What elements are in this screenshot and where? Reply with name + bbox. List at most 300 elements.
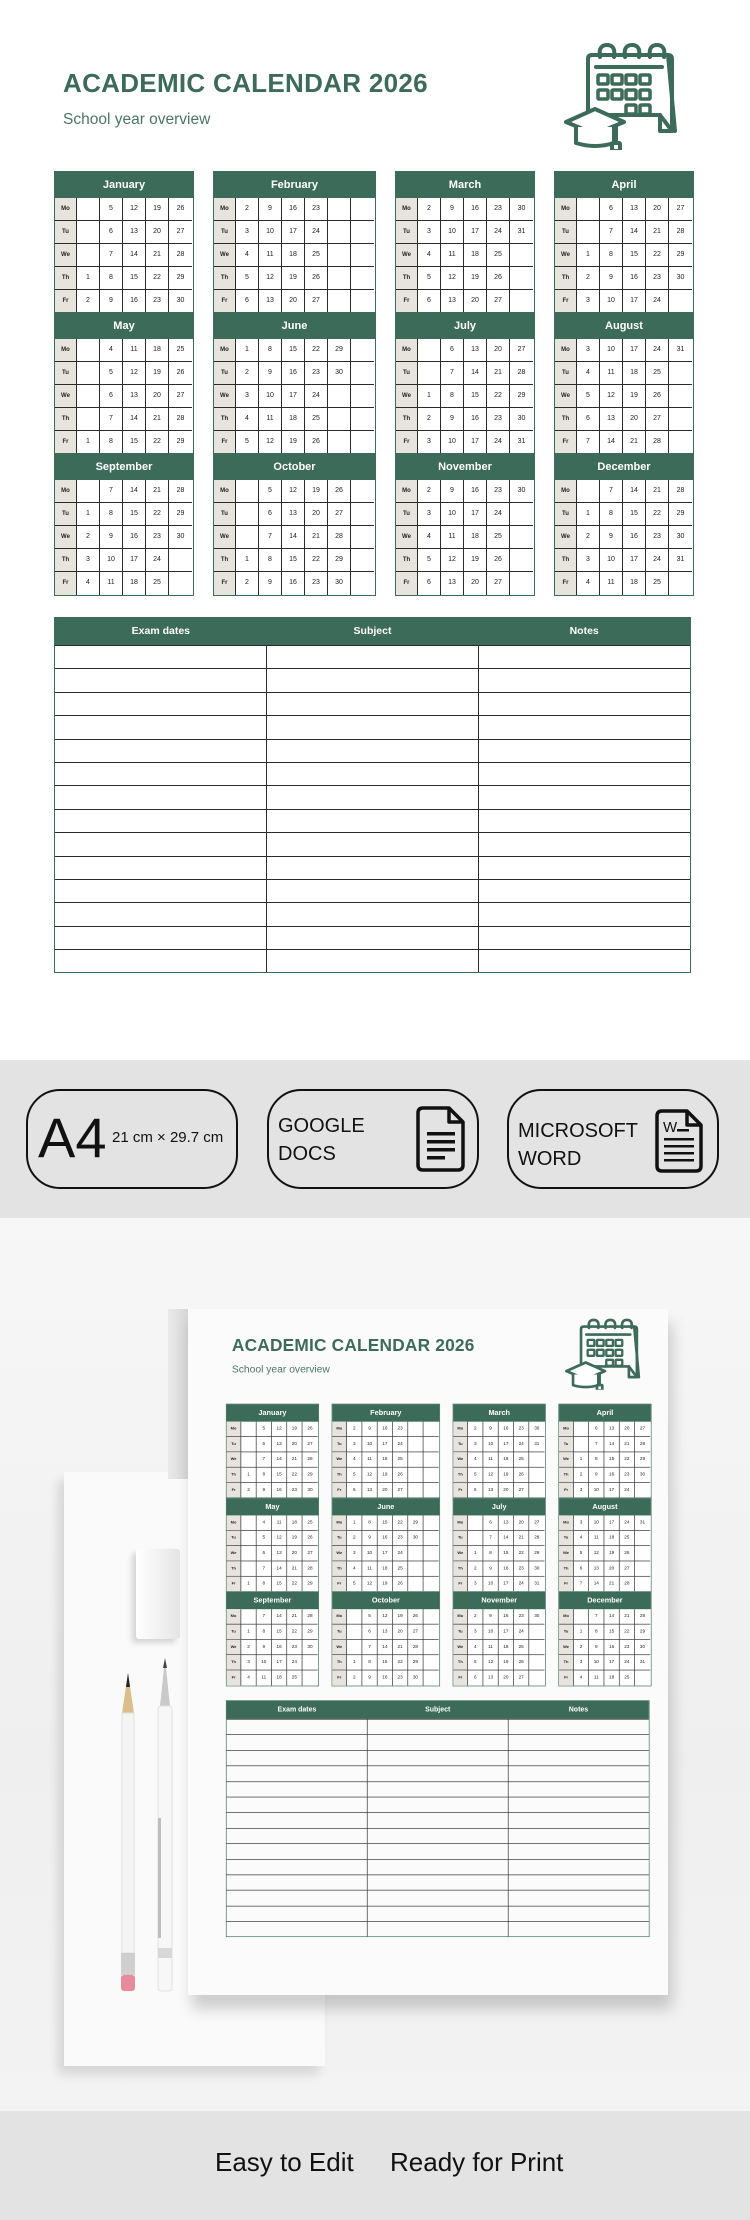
day-cell[interactable]: 23 xyxy=(393,1670,408,1685)
day-cell[interactable]: 13 xyxy=(623,198,646,221)
day-cell[interactable]: 3 xyxy=(468,1624,483,1639)
day-cell[interactable]: 7 xyxy=(100,244,123,267)
day-cell[interactable]: 23 xyxy=(514,1422,529,1437)
day-cell[interactable] xyxy=(328,431,351,454)
day-cell[interactable] xyxy=(669,290,692,313)
day-cell[interactable]: 24 xyxy=(646,549,669,572)
day-cell[interactable]: 28 xyxy=(169,480,192,503)
exam-date-cell[interactable] xyxy=(55,645,267,668)
day-cell[interactable]: 26 xyxy=(328,480,351,503)
day-cell[interactable]: 27 xyxy=(302,1546,317,1561)
day-cell[interactable]: 5 xyxy=(574,1546,589,1561)
day-cell[interactable]: 16 xyxy=(123,526,146,549)
day-cell[interactable]: 29 xyxy=(328,339,351,362)
day-cell[interactable]: 11 xyxy=(600,362,623,385)
day-cell[interactable]: 12 xyxy=(589,1546,604,1561)
day-cell[interactable]: 18 xyxy=(282,408,305,431)
day-cell[interactable]: 23 xyxy=(146,526,169,549)
day-cell[interactable]: 6 xyxy=(259,503,282,526)
day-cell[interactable]: 20 xyxy=(464,572,487,595)
day-cell[interactable]: 20 xyxy=(499,1483,514,1498)
day-cell[interactable]: 23 xyxy=(487,198,510,221)
day-cell[interactable]: 27 xyxy=(328,503,351,526)
day-cell[interactable]: 16 xyxy=(499,1422,514,1437)
exam-date-cell[interactable] xyxy=(227,1750,368,1766)
day-cell[interactable] xyxy=(351,339,374,362)
day-cell[interactable] xyxy=(408,1561,423,1576)
day-cell[interactable]: 30 xyxy=(529,1561,544,1576)
day-cell[interactable] xyxy=(328,290,351,313)
day-cell[interactable]: 3 xyxy=(577,290,600,313)
day-cell[interactable]: 18 xyxy=(604,1531,619,1546)
day-cell[interactable]: 27 xyxy=(408,1624,423,1639)
day-cell[interactable]: 3 xyxy=(236,221,259,244)
day-cell[interactable]: 21 xyxy=(620,1437,635,1452)
day-cell[interactable]: 19 xyxy=(393,1609,408,1624)
day-cell[interactable]: 1 xyxy=(241,1577,256,1592)
day-cell[interactable]: 7 xyxy=(441,362,464,385)
subject-cell[interactable] xyxy=(267,856,479,879)
subject-cell[interactable] xyxy=(267,902,479,925)
day-cell[interactable]: 11 xyxy=(362,1561,377,1576)
day-cell[interactable]: 18 xyxy=(604,1670,619,1685)
day-cell[interactable] xyxy=(351,503,374,526)
day-cell[interactable]: 24 xyxy=(487,221,510,244)
day-cell[interactable]: 6 xyxy=(577,408,600,431)
day-cell[interactable] xyxy=(510,549,533,572)
day-cell[interactable]: 7 xyxy=(257,1561,272,1576)
subject-cell[interactable] xyxy=(267,692,479,715)
day-cell[interactable]: 23 xyxy=(514,1609,529,1624)
day-cell[interactable]: 28 xyxy=(669,480,692,503)
day-cell[interactable]: 17 xyxy=(604,1655,619,1670)
day-cell[interactable]: 7 xyxy=(589,1609,604,1624)
day-cell[interactable]: 8 xyxy=(483,1546,498,1561)
day-cell[interactable]: 20 xyxy=(499,1670,514,1685)
day-cell[interactable] xyxy=(418,339,441,362)
day-cell[interactable]: 12 xyxy=(123,198,146,221)
notes-cell[interactable] xyxy=(479,692,690,715)
day-cell[interactable]: 9 xyxy=(100,290,123,313)
day-cell[interactable]: 28 xyxy=(529,1531,544,1546)
day-cell[interactable]: 28 xyxy=(328,526,351,549)
exam-date-cell[interactable] xyxy=(55,949,267,972)
day-cell[interactable] xyxy=(423,1422,438,1437)
day-cell[interactable]: 28 xyxy=(408,1640,423,1655)
day-cell[interactable]: 25 xyxy=(393,1561,408,1576)
day-cell[interactable]: 4 xyxy=(257,1515,272,1530)
day-cell[interactable]: 4 xyxy=(577,572,600,595)
day-cell[interactable]: 3 xyxy=(468,1437,483,1452)
day-cell[interactable]: 6 xyxy=(100,385,123,408)
day-cell[interactable]: 21 xyxy=(604,1577,619,1592)
day-cell[interactable] xyxy=(423,1515,438,1530)
day-cell[interactable]: 16 xyxy=(272,1640,287,1655)
day-cell[interactable]: 29 xyxy=(328,549,351,572)
day-cell[interactable]: 29 xyxy=(510,385,533,408)
day-cell[interactable] xyxy=(347,1624,362,1639)
day-cell[interactable] xyxy=(408,1468,423,1483)
day-cell[interactable]: 6 xyxy=(418,290,441,313)
notes-cell[interactable] xyxy=(479,762,690,785)
day-cell[interactable]: 2 xyxy=(241,1640,256,1655)
exam-date-cell[interactable] xyxy=(227,1859,368,1875)
day-cell[interactable]: 7 xyxy=(100,408,123,431)
day-cell[interactable]: 16 xyxy=(282,198,305,221)
day-cell[interactable]: 3 xyxy=(468,1577,483,1592)
day-cell[interactable]: 23 xyxy=(620,1640,635,1655)
day-cell[interactable]: 24 xyxy=(646,290,669,313)
subject-cell[interactable] xyxy=(267,739,479,762)
day-cell[interactable]: 14 xyxy=(123,480,146,503)
day-cell[interactable]: 27 xyxy=(514,1483,529,1498)
day-cell[interactable]: 24 xyxy=(146,549,169,572)
day-cell[interactable]: 21 xyxy=(623,431,646,454)
day-cell[interactable]: 12 xyxy=(362,1468,377,1483)
exam-date-cell[interactable] xyxy=(55,902,267,925)
day-cell[interactable]: 1 xyxy=(468,1546,483,1561)
day-cell[interactable]: 22 xyxy=(287,1624,302,1639)
day-cell[interactable]: 4 xyxy=(236,244,259,267)
day-cell[interactable] xyxy=(351,572,374,595)
exam-date-cell[interactable] xyxy=(227,1797,368,1813)
day-cell[interactable]: 20 xyxy=(305,503,328,526)
notes-cell[interactable] xyxy=(479,739,690,762)
day-cell[interactable]: 27 xyxy=(302,1437,317,1452)
day-cell[interactable]: 30 xyxy=(635,1468,650,1483)
day-cell[interactable]: 2 xyxy=(574,1468,589,1483)
day-cell[interactable]: 20 xyxy=(282,290,305,313)
day-cell[interactable] xyxy=(408,1546,423,1561)
day-cell[interactable] xyxy=(408,1422,423,1437)
day-cell[interactable]: 26 xyxy=(169,362,192,385)
day-cell[interactable]: 16 xyxy=(282,572,305,595)
day-cell[interactable]: 19 xyxy=(464,549,487,572)
notes-cell[interactable] xyxy=(479,715,690,738)
day-cell[interactable] xyxy=(77,198,100,221)
exam-date-cell[interactable] xyxy=(227,1812,368,1828)
day-cell[interactable]: 6 xyxy=(600,198,623,221)
day-cell[interactable] xyxy=(351,290,374,313)
day-cell[interactable] xyxy=(635,1483,650,1498)
day-cell[interactable]: 3 xyxy=(347,1437,362,1452)
exam-date-cell[interactable] xyxy=(55,785,267,808)
day-cell[interactable]: 8 xyxy=(362,1655,377,1670)
day-cell[interactable] xyxy=(529,1483,544,1498)
day-cell[interactable]: 30 xyxy=(408,1670,423,1685)
day-cell[interactable]: 29 xyxy=(176,438,185,445)
day-cell[interactable] xyxy=(77,385,100,408)
day-cell[interactable]: 17 xyxy=(464,503,487,526)
day-cell[interactable] xyxy=(529,1624,544,1639)
day-cell[interactable]: 20 xyxy=(287,1437,302,1452)
day-cell[interactable] xyxy=(241,1531,256,1546)
exam-date-cell[interactable] xyxy=(55,832,267,855)
day-cell[interactable]: 12 xyxy=(123,362,146,385)
notes-cell[interactable] xyxy=(509,1719,649,1735)
day-cell[interactable]: 18 xyxy=(146,339,169,362)
day-cell[interactable]: 5 xyxy=(259,480,282,503)
day-cell[interactable]: 27 xyxy=(669,198,692,221)
day-cell[interactable]: 20 xyxy=(378,1483,393,1498)
day-cell[interactable] xyxy=(241,1422,256,1437)
day-cell[interactable]: 9 xyxy=(259,198,282,221)
day-cell[interactable]: 9 xyxy=(441,480,464,503)
day-cell[interactable]: 4 xyxy=(418,244,441,267)
day-cell[interactable]: 11 xyxy=(600,572,623,595)
day-cell[interactable]: 18 xyxy=(378,1561,393,1576)
day-cell[interactable]: 5 xyxy=(100,362,123,385)
day-cell[interactable]: 2 xyxy=(347,1670,362,1685)
day-cell[interactable]: 26 xyxy=(305,431,328,454)
subject-cell[interactable] xyxy=(267,762,479,785)
day-cell[interactable]: 13 xyxy=(464,339,487,362)
day-cell[interactable]: 23 xyxy=(514,1561,529,1576)
day-cell[interactable]: 23 xyxy=(620,1468,635,1483)
day-cell[interactable]: 17 xyxy=(282,221,305,244)
day-cell[interactable]: 29 xyxy=(169,503,192,526)
day-cell[interactable]: 3 xyxy=(574,1655,589,1670)
day-cell[interactable]: 22 xyxy=(146,431,169,454)
day-cell[interactable]: 4 xyxy=(347,1561,362,1576)
day-cell[interactable]: 15 xyxy=(272,1468,287,1483)
day-cell[interactable] xyxy=(77,480,100,503)
day-cell[interactable]: 21 xyxy=(287,1561,302,1576)
day-cell[interactable]: 24 xyxy=(393,1546,408,1561)
day-cell[interactable]: 30 xyxy=(510,480,533,503)
day-cell[interactable] xyxy=(241,1561,256,1576)
day-cell[interactable]: 16 xyxy=(378,1670,393,1685)
day-cell[interactable]: 9 xyxy=(257,1483,272,1498)
day-cell[interactable]: 17 xyxy=(378,1546,393,1561)
day-cell[interactable]: 14 xyxy=(272,1609,287,1624)
day-cell[interactable]: 30 xyxy=(669,267,692,290)
day-cell[interactable]: 8 xyxy=(100,431,123,454)
day-cell[interactable]: 31 xyxy=(669,339,692,362)
day-cell[interactable]: 19 xyxy=(282,431,305,454)
day-cell[interactable] xyxy=(423,1670,438,1685)
day-cell[interactable]: 21 xyxy=(487,362,510,385)
day-cell[interactable]: 23 xyxy=(646,526,669,549)
day-cell[interactable]: 8 xyxy=(100,267,123,290)
day-cell[interactable]: 1 xyxy=(77,503,100,526)
subject-cell[interactable] xyxy=(267,645,479,668)
day-cell[interactable] xyxy=(423,1546,438,1561)
day-cell[interactable]: 18 xyxy=(623,362,646,385)
day-cell[interactable]: 26 xyxy=(620,1546,635,1561)
day-cell[interactable]: 5 xyxy=(236,267,259,290)
exam-date-cell[interactable] xyxy=(55,692,267,715)
day-cell[interactable]: 13 xyxy=(441,290,464,313)
day-cell[interactable]: 13 xyxy=(604,1422,619,1437)
day-cell[interactable] xyxy=(423,1640,438,1655)
day-cell[interactable]: 7 xyxy=(577,431,600,454)
day-cell[interactable] xyxy=(574,1422,589,1437)
day-cell[interactable] xyxy=(529,1468,544,1483)
day-cell[interactable] xyxy=(529,1640,544,1655)
day-cell[interactable]: 28 xyxy=(646,431,669,454)
subject-cell[interactable] xyxy=(368,1906,509,1922)
day-cell[interactable]: 9 xyxy=(600,267,623,290)
day-cell[interactable]: 31 xyxy=(534,1581,540,1586)
day-cell[interactable]: 7 xyxy=(362,1640,377,1655)
day-cell[interactable]: 12 xyxy=(362,1577,377,1592)
day-cell[interactable]: 4 xyxy=(468,1640,483,1655)
day-cell[interactable]: 21 xyxy=(146,480,169,503)
day-cell[interactable]: 28 xyxy=(169,244,192,267)
day-cell[interactable]: 5 xyxy=(347,1468,362,1483)
exam-date-cell[interactable] xyxy=(227,1766,368,1782)
subject-cell[interactable] xyxy=(267,668,479,691)
day-cell[interactable] xyxy=(351,480,374,503)
day-cell[interactable]: 12 xyxy=(272,1422,287,1437)
day-cell[interactable]: 22 xyxy=(393,1515,408,1530)
day-cell[interactable]: 30 xyxy=(328,572,351,595)
day-cell[interactable]: 18 xyxy=(499,1452,514,1467)
day-cell[interactable]: 31 xyxy=(510,221,533,244)
day-cell[interactable]: 10 xyxy=(259,385,282,408)
day-cell[interactable]: 9 xyxy=(483,1422,498,1437)
day-cell[interactable]: 22 xyxy=(514,1546,529,1561)
day-cell[interactable]: 5 xyxy=(347,1577,362,1592)
day-cell[interactable]: 10 xyxy=(362,1546,377,1561)
day-cell[interactable]: 16 xyxy=(272,1483,287,1498)
day-cell[interactable]: 25 xyxy=(169,339,192,362)
notes-cell[interactable] xyxy=(479,785,690,808)
subject-cell[interactable] xyxy=(267,879,479,902)
day-cell[interactable]: 10 xyxy=(600,339,623,362)
day-cell[interactable]: 28 xyxy=(635,1609,650,1624)
day-cell[interactable]: 8 xyxy=(259,549,282,572)
day-cell[interactable]: 9 xyxy=(362,1531,377,1546)
day-cell[interactable]: 29 xyxy=(408,1515,423,1530)
subject-cell[interactable] xyxy=(267,809,479,832)
exam-date-cell[interactable] xyxy=(55,809,267,832)
day-cell[interactable]: 15 xyxy=(123,503,146,526)
day-cell[interactable]: 8 xyxy=(362,1515,377,1530)
notes-cell[interactable] xyxy=(479,926,690,949)
subject-cell[interactable] xyxy=(267,715,479,738)
day-cell[interactable]: 28 xyxy=(635,1437,650,1452)
day-cell[interactable]: 28 xyxy=(302,1561,317,1576)
day-cell[interactable]: 8 xyxy=(600,503,623,526)
subject-cell[interactable] xyxy=(368,1890,509,1906)
day-cell[interactable] xyxy=(241,1437,256,1452)
day-cell[interactable]: 19 xyxy=(287,1422,302,1437)
day-cell[interactable] xyxy=(468,1531,483,1546)
day-cell[interactable] xyxy=(328,408,351,431)
day-cell[interactable]: 23 xyxy=(305,198,328,221)
day-cell[interactable]: 29 xyxy=(635,1452,650,1467)
day-cell[interactable]: 6 xyxy=(468,1670,483,1685)
day-cell[interactable] xyxy=(669,385,692,408)
day-cell[interactable] xyxy=(77,408,100,431)
day-cell[interactable] xyxy=(423,1577,438,1592)
day-cell[interactable]: 20 xyxy=(646,198,669,221)
day-cell[interactable]: 5 xyxy=(257,1422,272,1437)
day-cell[interactable]: 13 xyxy=(272,1546,287,1561)
day-cell[interactable]: 8 xyxy=(100,503,123,526)
day-cell[interactable]: 13 xyxy=(483,1483,498,1498)
day-cell[interactable]: 2 xyxy=(347,1422,362,1437)
day-cell[interactable] xyxy=(328,244,351,267)
day-cell[interactable]: 19 xyxy=(146,362,169,385)
day-cell[interactable]: 21 xyxy=(146,244,169,267)
day-cell[interactable]: 11 xyxy=(123,339,146,362)
day-cell[interactable]: 12 xyxy=(441,549,464,572)
day-cell[interactable]: 4 xyxy=(418,526,441,549)
day-cell[interactable]: 12 xyxy=(378,1609,393,1624)
day-cell[interactable] xyxy=(408,1483,423,1498)
day-cell[interactable]: 1 xyxy=(236,549,259,572)
day-cell[interactable]: 1 xyxy=(236,339,259,362)
day-cell[interactable]: 11 xyxy=(259,244,282,267)
day-cell[interactable] xyxy=(577,198,600,221)
day-cell[interactable]: 5 xyxy=(418,267,441,290)
day-cell[interactable]: 2 xyxy=(241,1483,256,1498)
day-cell[interactable]: 29 xyxy=(669,503,692,526)
day-cell[interactable]: 15 xyxy=(123,267,146,290)
day-cell[interactable]: 31 xyxy=(517,438,526,445)
day-cell[interactable]: 24 xyxy=(305,221,328,244)
exam-date-cell[interactable] xyxy=(227,1828,368,1844)
notes-cell[interactable] xyxy=(479,809,690,832)
day-cell[interactable]: 26 xyxy=(302,1422,317,1437)
day-cell[interactable]: 15 xyxy=(282,549,305,572)
day-cell[interactable]: 25 xyxy=(514,1640,529,1655)
day-cell[interactable]: 27 xyxy=(620,1561,635,1576)
day-cell[interactable] xyxy=(423,1468,438,1483)
day-cell[interactable]: 17 xyxy=(464,221,487,244)
notes-cell[interactable] xyxy=(509,1890,649,1906)
day-cell[interactable] xyxy=(574,1437,589,1452)
day-cell[interactable]: 25 xyxy=(305,244,328,267)
day-cell[interactable]: 23 xyxy=(487,480,510,503)
day-cell[interactable]: 20 xyxy=(620,1422,635,1437)
day-cell[interactable]: 15 xyxy=(499,1546,514,1561)
day-cell[interactable]: 29 xyxy=(307,1581,313,1586)
day-cell[interactable]: 3 xyxy=(418,503,441,526)
day-cell[interactable]: 17 xyxy=(282,385,305,408)
day-cell[interactable]: 8 xyxy=(257,1577,272,1592)
day-cell[interactable]: 20 xyxy=(146,385,169,408)
day-cell[interactable]: 13 xyxy=(483,1670,498,1685)
day-cell[interactable]: 22 xyxy=(146,503,169,526)
day-cell[interactable]: 28 xyxy=(302,1609,317,1624)
day-cell[interactable]: 22 xyxy=(646,244,669,267)
day-cell[interactable]: 27 xyxy=(393,1483,408,1498)
day-cell[interactable]: 27 xyxy=(646,408,669,431)
day-cell[interactable]: 25 xyxy=(393,1452,408,1467)
day-cell[interactable]: 25 xyxy=(305,408,328,431)
day-cell[interactable]: 23 xyxy=(146,290,169,313)
day-cell[interactable] xyxy=(408,1437,423,1452)
day-cell[interactable]: 15 xyxy=(378,1515,393,1530)
day-cell[interactable]: 10 xyxy=(589,1483,604,1498)
day-cell[interactable]: 8 xyxy=(600,244,623,267)
day-cell[interactable] xyxy=(423,1624,438,1639)
day-cell[interactable]: 30 xyxy=(302,1640,317,1655)
day-cell[interactable]: 17 xyxy=(499,1624,514,1639)
day-cell[interactable]: 9 xyxy=(259,572,282,595)
day-cell[interactable]: 13 xyxy=(499,1515,514,1530)
day-cell[interactable]: 28 xyxy=(510,362,533,385)
day-cell[interactable]: 6 xyxy=(257,1437,272,1452)
day-cell[interactable]: 8 xyxy=(257,1468,272,1483)
day-cell[interactable]: 19 xyxy=(623,385,646,408)
day-cell[interactable]: 21 xyxy=(393,1640,408,1655)
day-cell[interactable]: 24 xyxy=(287,1655,302,1670)
